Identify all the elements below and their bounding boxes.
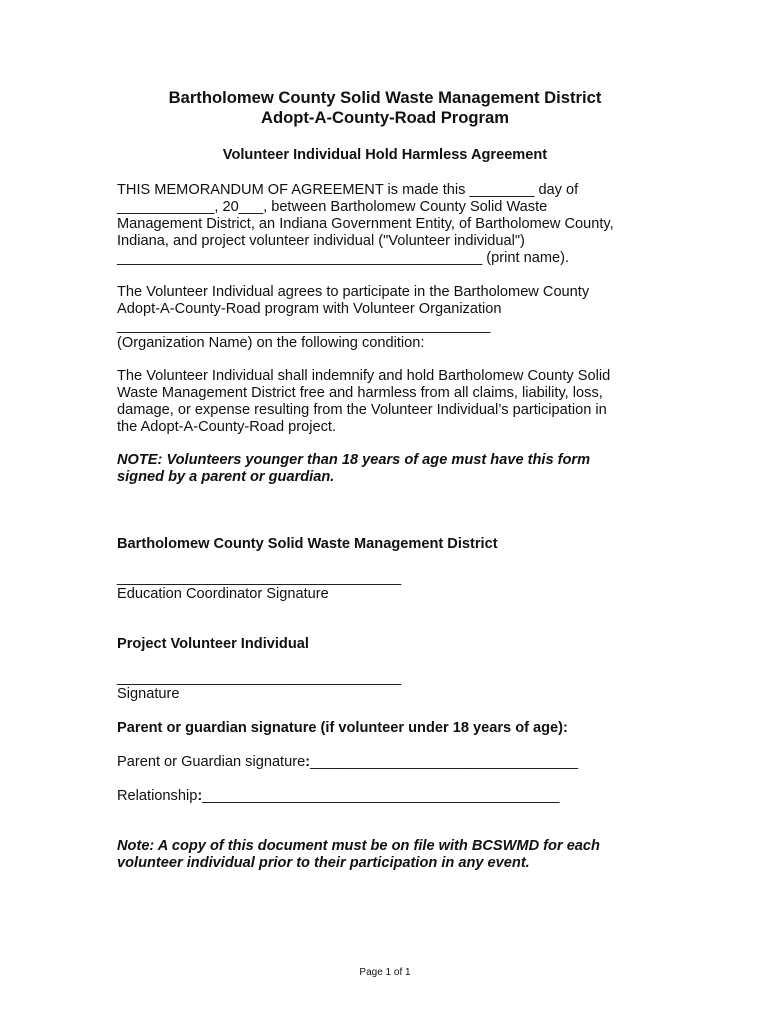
- memorandum-line: Indiana, and project volunteer individual ("Volunteer individual"): [117, 233, 525, 249]
- indemnity-line: damage, or expense resulting from the Volunteer Individual’s participation in: [117, 402, 607, 418]
- relationship-line: ____________________________________________: [202, 788, 560, 804]
- indemnity-line: Waste Management District free and harmless from all claims, liability, loss,: [117, 385, 603, 401]
- minor-note-line: NOTE: Volunteers younger than 18 years of age must have this form: [117, 452, 591, 468]
- file-copy-note-line: volunteer individual prior to their participation in any event.: [117, 855, 530, 871]
- volunteer-signature-label: Signature: [117, 686, 180, 702]
- document-subtitle: Volunteer Individual Hold Harmless Agreement: [222, 147, 548, 163]
- participation-line: Adopt-A-County-Road program with Volunteer Organization: [117, 301, 502, 317]
- memorandum-line: Management District, an Indiana Government Entity, of Bartholomew County,: [117, 216, 614, 232]
- page-number: Page 1 of 1: [359, 967, 411, 978]
- participation-line: The Volunteer Individual agrees to participate in the Bartholomew County: [117, 284, 590, 300]
- organization-name-line: ______________________________________________: [117, 318, 491, 334]
- relationship-colon: :: [197, 788, 203, 804]
- parent-signature-line: _________________________________: [310, 754, 578, 770]
- parent-heading: Parent or guardian signature (if volunteer under 18 years of age):: [117, 720, 568, 736]
- memorandum-line: ____________, 20___, between Bartholomew County Solid Waste: [117, 199, 548, 215]
- volunteer-signature-line: ___________________________________: [117, 670, 402, 686]
- parent-signature-colon: :: [305, 754, 311, 770]
- memorandum-line: _____________________________________________ (print name).: [117, 250, 570, 266]
- document-title-line2: Adopt-A-County-Road Program: [261, 108, 509, 127]
- document-title-line1: Bartholomew County Solid Waste Management District: [168, 88, 602, 107]
- coordinator-signature-line: ___________________________________: [117, 570, 402, 586]
- minor-note-line: signed by a parent or guardian.: [117, 469, 335, 485]
- parent-signature-field: [117, 754, 578, 771]
- indemnity-line: the Adopt-A-County-Road project.: [117, 419, 337, 435]
- participation-line: (Organization Name) on the following condition:: [117, 335, 425, 351]
- memorandum-line: THIS MEMORANDUM OF AGREEMENT is made this ________ day of: [117, 182, 579, 198]
- district-heading: Bartholomew County Solid Waste Management District: [117, 536, 498, 552]
- coordinator-signature-label: Education Coordinator Signature: [117, 586, 329, 602]
- relationship-label: Relationship: [117, 788, 198, 804]
- parent-signature-label: Parent or Guardian signature: [117, 754, 306, 770]
- volunteer-heading: Project Volunteer Individual: [117, 636, 309, 652]
- file-copy-note-line: Note: A copy of this document must be on file with BCSWMD for each: [117, 838, 600, 854]
- relationship-field: [117, 788, 559, 805]
- indemnity-line: The Volunteer Individual shall indemnify and hold Bartholomew County Solid: [117, 368, 611, 384]
